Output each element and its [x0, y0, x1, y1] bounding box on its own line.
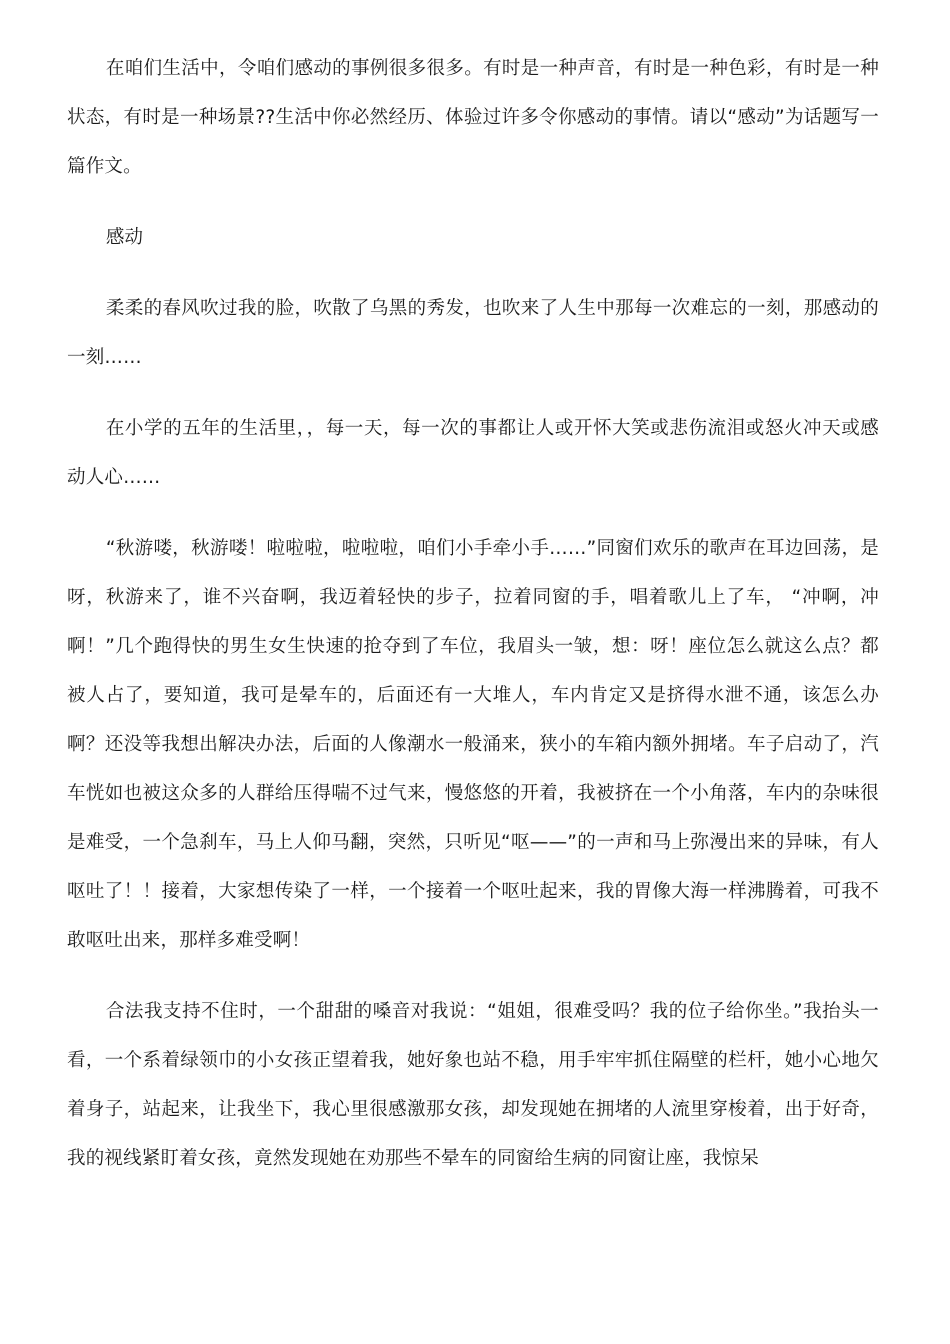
- paragraph-gap: [67, 382, 879, 404]
- essay-prompt: 在咱们生活中，令咱们感动的事例很多很多。有时是一种声音，有时是一种色彩，有时是一种状态，有时是一种场景??生活中你必然经历、体验过许多令你感动的事情。请以“感动”为话题写一篇作文。: [67, 58, 879, 177]
- body-paragraph-2: 在小学的五年的生活里，，每一天，每一次的事都让人或开怀大笑或悲伤流泪或怒火冲天或感动人心……: [67, 418, 879, 488]
- essay-title: 感动: [105, 227, 144, 248]
- paragraph-gap: [67, 262, 879, 284]
- document-page: [67, 44, 879, 1183]
- body-paragraph-4: 合法我支持不住时，一个甜甜的嗓音对我说：“姐姐，很难受吗？我的位子给你坐。”我抬头一看，一个系着绿领巾的小女孩正望着我，她好象也站不稳，用手牢牢抓住隔壁的栏杆，她小心地欠着身子，站起来，让我坐下，我心里很感激那女孩，却发现她在拥堵的人流里穿梭着，出于好奇，我的视线紧盯着女孩，竟然发现她在劝那些不晕车的同窗给生病的同窗让座，我惊呆: [67, 1001, 879, 1169]
- body-paragraph-1: 柔柔的春风吹过我的脸，吹散了乌黑的秀发，也吹来了人生中那每一次难忘的一刻，那感动的一刻……: [67, 298, 879, 368]
- body-paragraph-3: “秋游喽，秋游喽！啦啦啦，啦啦啦，咱们小手牵小手……”同窗们欢乐的歌声在耳边回荡，是呀，秋游来了，谁不兴奋啊，我迈着轻快的步子，拉着同窗的手，唱着歌儿上了车， “冲啊，冲啊！”几个跑得快的男生女生快速的抢夺到了车位，我眉头一皱，想：呀！座位怎么就这么点？都被人占了，要知道，我可是晕车的，后面还有一大堆人，车内肯定又是挤得水泄不通，该怎么办啊？还没等我想出解决办法，后面的人像潮水一般涌来，狭小的车箱内额外拥堵。车子启动了，汽车恍如也被这众多的人群给压得喘不过气来，慢悠悠的开着，我被挤在一个小角落，车内的杂味很是难受，一个急刹车，马上人仰马翻，突然，只听见“呕——”的一声和马上弥漫出来的异味，有人呕吐了！！接着，大家想传染了一样，一个接着一个呕吐起来，我的胃像大海一样沸腾着，可我不敢呕吐出来，那样多难受啊！: [67, 538, 879, 951]
- paragraph-gap: [67, 965, 879, 987]
- paragraph-gap: [67, 502, 879, 524]
- paragraph-gap: [67, 191, 879, 213]
